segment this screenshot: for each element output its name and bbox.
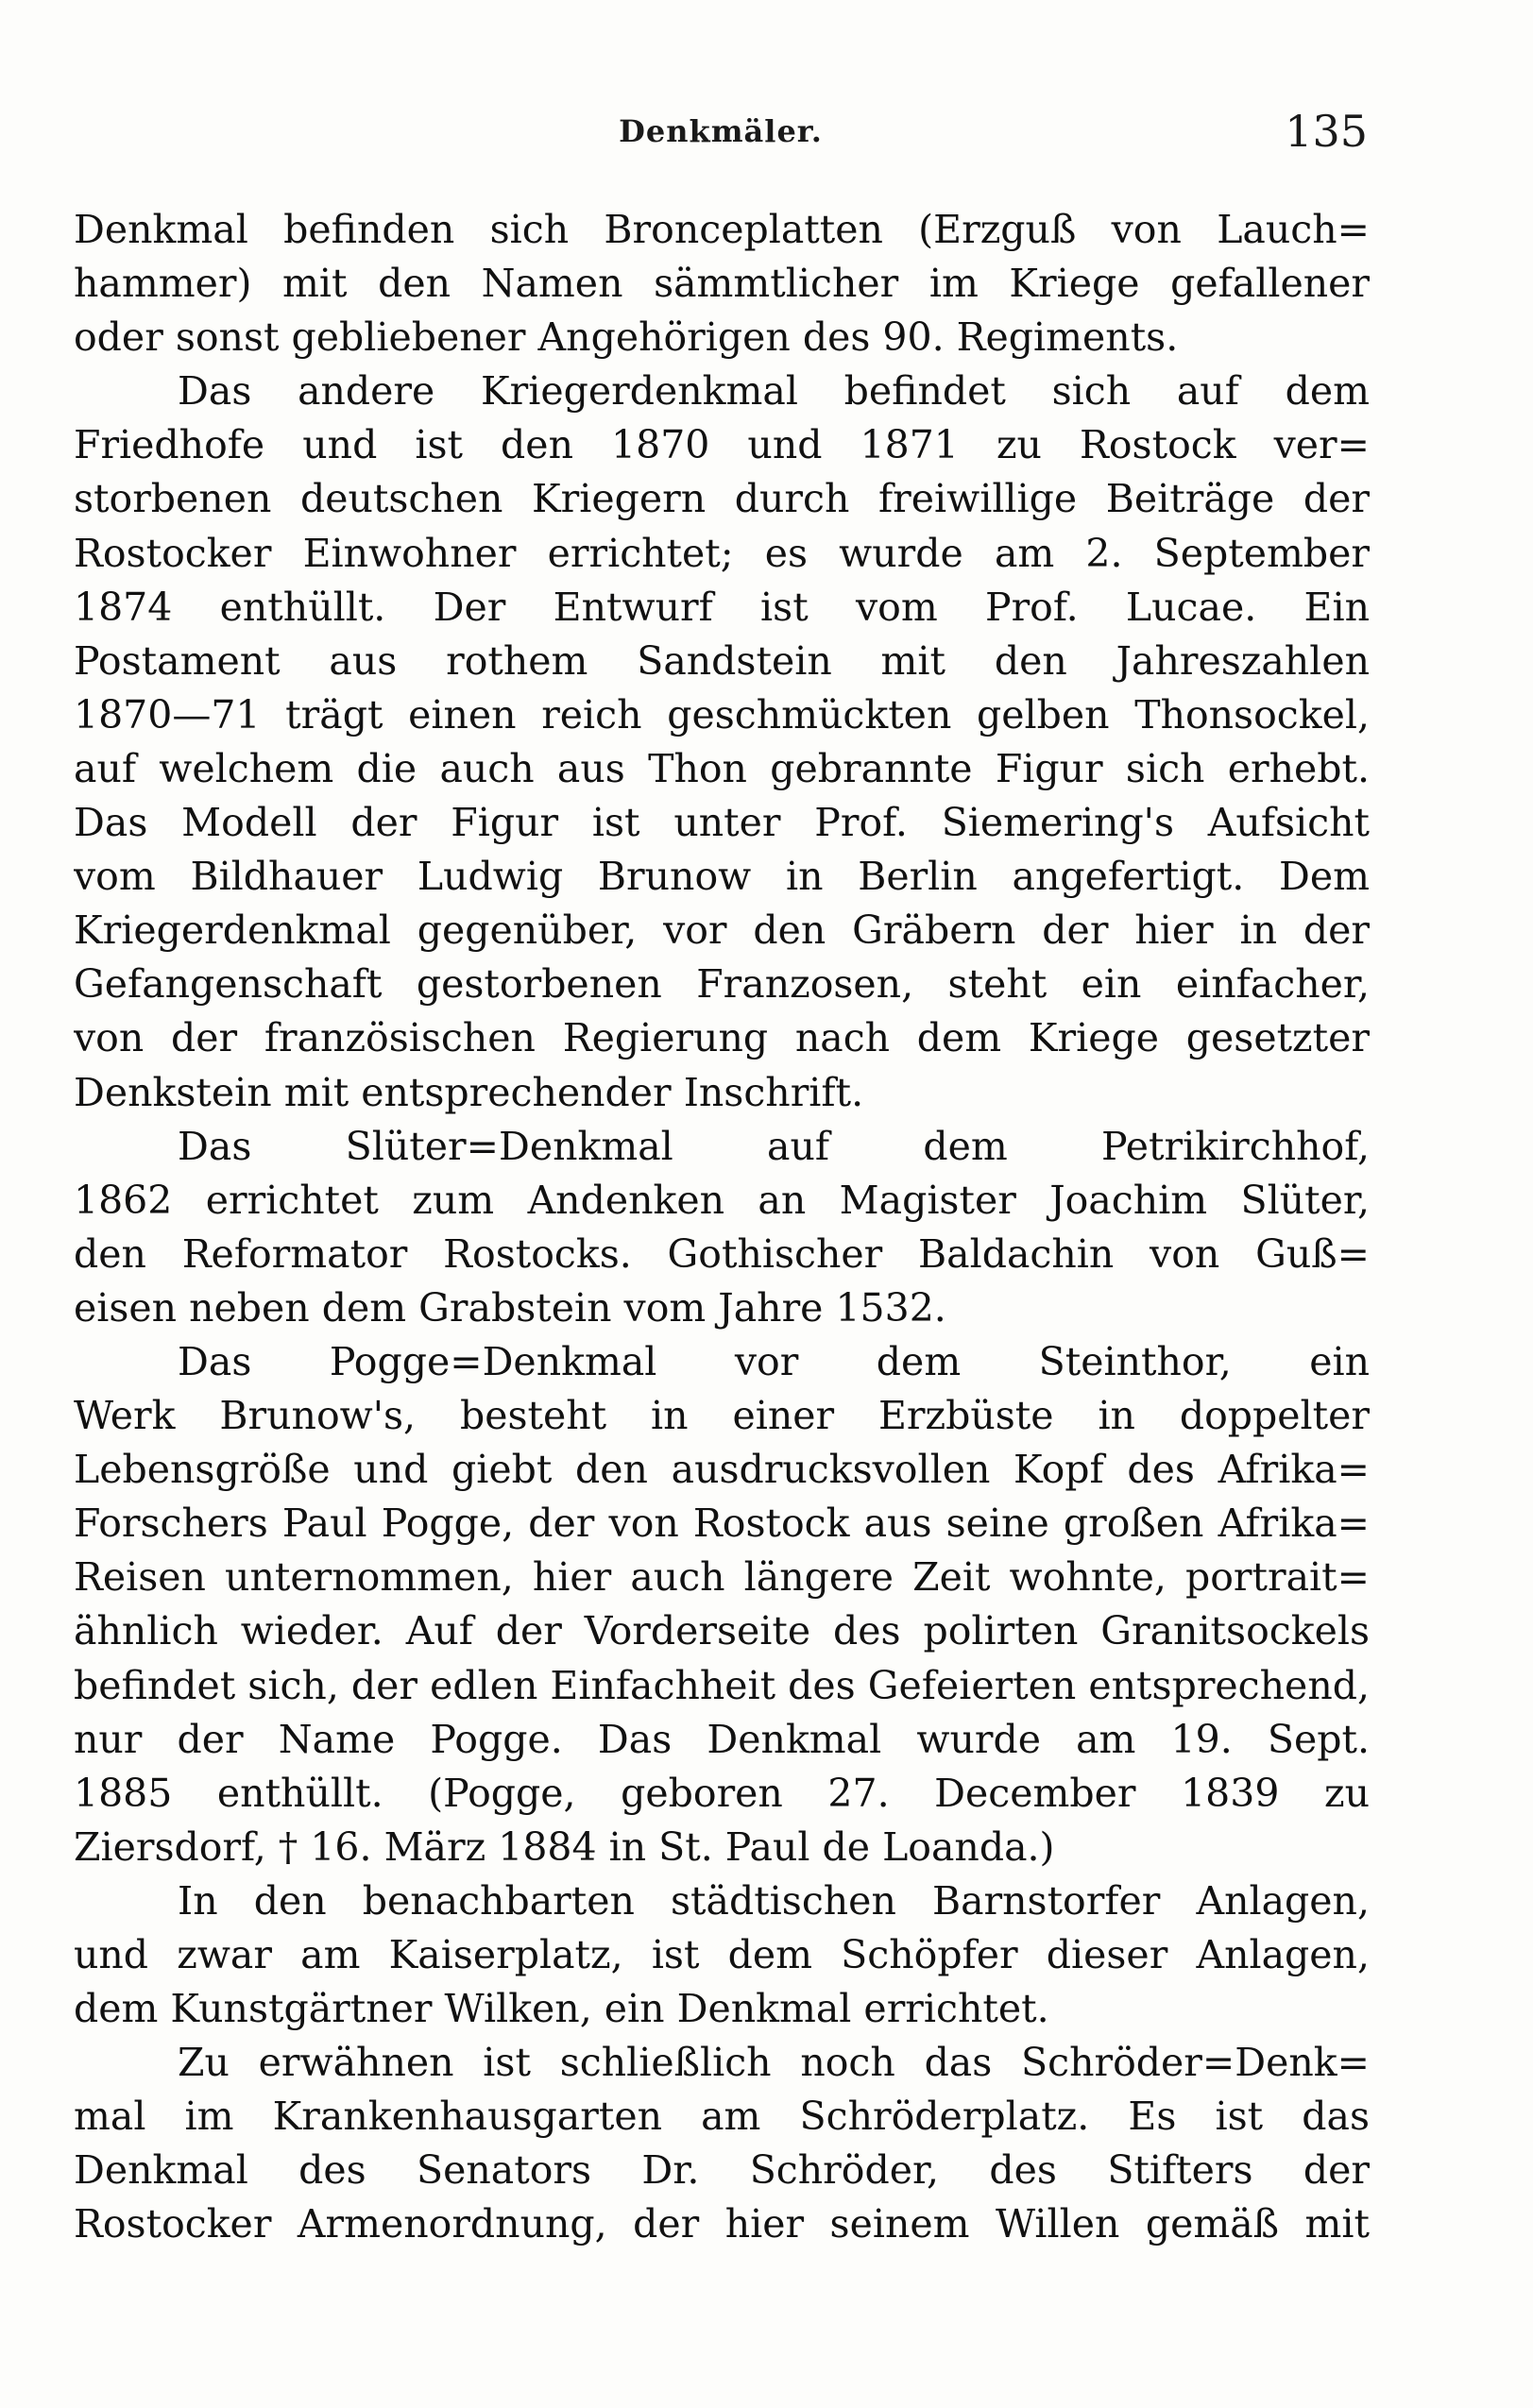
- text-line: Kriegerdenkmal gegenüber, vor den Gräbern der hier in der: [74, 907, 1370, 954]
- text-line: Ziersdorf, † 16. März 1884 in St. Paul de Loanda.): [74, 1823, 1055, 1870]
- text-line: Gefangenschaft gestorbenen Franzosen, steht ein einfacher,: [74, 961, 1370, 1008]
- text-line: In den benachbarten städtischen Barnstorfer Anlagen,: [178, 1877, 1370, 1924]
- text-line: hammer) mit den Namen sämmtlicher im Kriege gefallener: [74, 261, 1370, 307]
- text-line: Lebensgröße und giebt den ausdrucksvollen Kopf des Afrika=: [74, 1447, 1370, 1493]
- text-line: oder sonst gebliebener Angehörigen des 90. Regiments.: [74, 314, 1179, 361]
- text-line: Denkmal des Senators Dr. Schröder, des Stifters der: [74, 2147, 1370, 2194]
- text-line: vom Bildhauer Ludwig Brunow in Berlin angefertigt. Dem: [74, 854, 1370, 900]
- text-line: 1885 enthüllt. (Pogge, geboren 27. December 1839 zu: [74, 1770, 1370, 1816]
- text-line: Friedhofe und ist den 1870 und 1871 zu Rostock ver=: [74, 422, 1370, 468]
- page-header: [74, 106, 1368, 172]
- text-line: Das Modell der Figur ist unter Prof. Siemering's Aufsicht: [74, 800, 1370, 846]
- text-line: Das Pogge=Denkmal vor dem Steinthor, ein: [178, 1338, 1370, 1384]
- text-line: Denkstein mit entsprechender Inschrift.: [74, 1069, 864, 1115]
- text-line: Zu erwähnen ist schließlich noch das Schröder=Denk=: [178, 2040, 1370, 2086]
- text-line: auf welchem die auch aus Thon gebrannte Figur sich erhebt.: [74, 745, 1370, 791]
- text-line: 1874 enthüllt. Der Entwurf ist vom Prof. Lucae. Ein: [74, 584, 1370, 630]
- text-line: Das andere Kriegerdenkmal befindet sich auf dem: [178, 368, 1370, 415]
- text-line: 1870—71 trägt einen reich geschmückten gelben Thonsockel,: [74, 691, 1370, 738]
- text-line: Postament aus rothem Sandstein mit den Jahreszahlen: [74, 637, 1370, 684]
- text-line: Werk Brunow's, besteht in einer Erzbüste in doppelter: [74, 1393, 1370, 1439]
- body-text: [74, 203, 1370, 2252]
- text-line: dem Kunstgärtner Wilken, ein Denkmal errichtet.: [74, 1986, 1049, 2032]
- text-line: den Reformator Rostocks. Gothischer Baldachin von Guß=: [74, 1230, 1370, 1277]
- text-line: Denkmal befinden sich Bronceplatten (Erzguß von Lauch=: [74, 207, 1370, 252]
- text-line: 1862 errichtet zum Andenken an Magister Joachim Slüter,: [74, 1177, 1370, 1223]
- text-line: mal im Krankenhausgarten am Schröderplatz. Es ist das: [74, 2094, 1370, 2140]
- text-line: befindet sich, der edlen Einfachheit des Gefeierten entsprechend,: [74, 1662, 1370, 1708]
- text-line: storbenen deutschen Kriegern durch freiwillige Beiträge der: [74, 476, 1370, 522]
- running-head: Denkmäler.: [619, 113, 823, 149]
- text-line: Rostocker Einwohner errichtet; es wurde am 2. September: [74, 530, 1370, 576]
- text-line: Das Slüter=Denkmal auf dem Petrikirchhof,: [178, 1123, 1370, 1169]
- text-line: nur der Name Pogge. Das Denkmal wurde am 19. Sept.: [74, 1716, 1370, 1762]
- text-line: Forschers Paul Pogge, der von Rostock aus seine großen Afrika=: [74, 1501, 1370, 1547]
- text-line: Reisen unternommen, hier auch längere Zeit wohnte, portrait=: [74, 1554, 1370, 1601]
- text-line: ähnlich wieder. Auf der Vorderseite des polirten Granitsockels: [74, 1608, 1370, 1654]
- text-line: Rostocker Armenordnung, der hier seinem Willen gemäß mit: [74, 2201, 1370, 2247]
- text-line: eisen neben dem Grabstein vom Jahre 1532.: [74, 1284, 946, 1331]
- page-number: 135: [1285, 106, 1368, 157]
- text-line: von der französischen Regierung nach dem Kriege gesetzter: [74, 1015, 1370, 1061]
- text-line: und zwar am Kaiserplatz, ist dem Schöpfer dieser Anlagen,: [74, 1932, 1370, 1977]
